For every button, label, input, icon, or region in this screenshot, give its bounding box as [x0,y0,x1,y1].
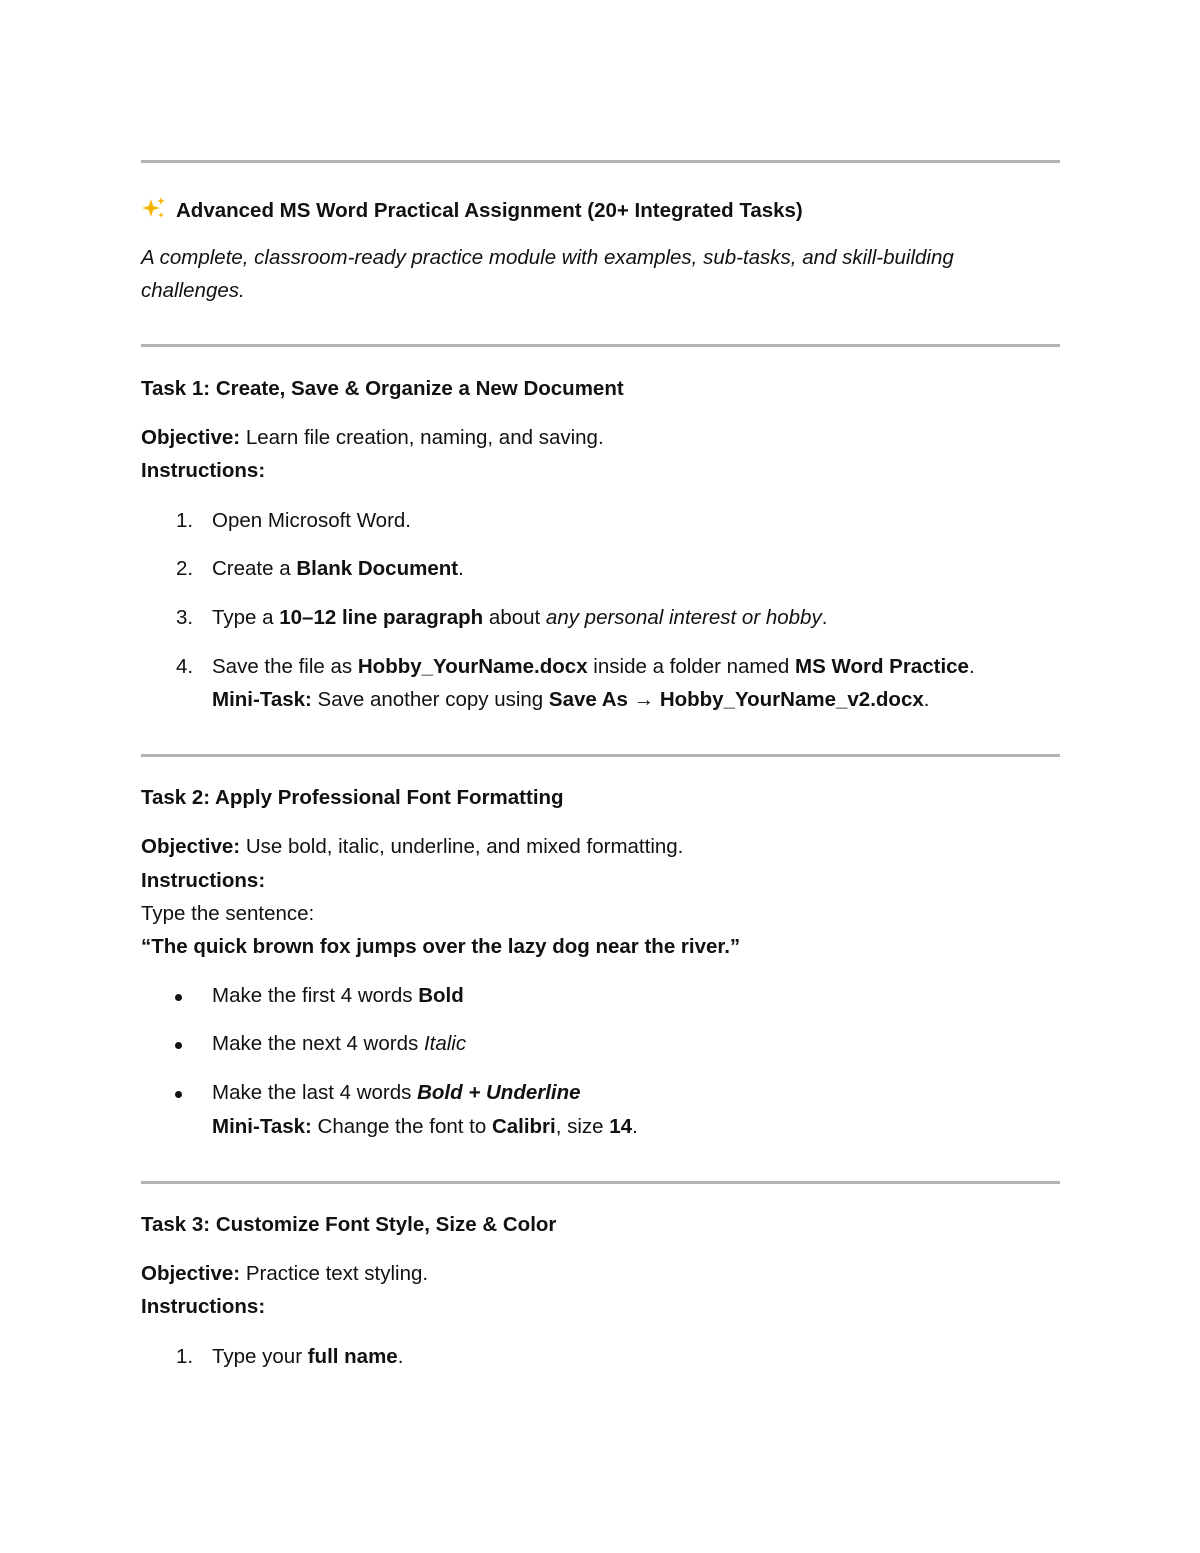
text-run: . [397,1345,404,1368]
text-run: . [632,1115,638,1138]
text-run: Save the file as [212,655,358,678]
instructions-label: Instructions: [141,869,266,892]
task-3-instructions-label [141,1295,265,1319]
text-run-bold: full name [307,1345,398,1368]
text-run: about [483,606,546,629]
text-run-bold: 14 [609,1115,633,1138]
objective-label: Objective: [141,835,241,858]
task-2-bullet-3 [212,1081,581,1105]
horizontal-rule [141,344,1060,347]
sparkles-icon [141,196,167,222]
text-run: Make the first 4 words [212,984,419,1007]
text-run: Make the last 4 words [212,1081,418,1104]
task-1-step-4 [212,655,975,679]
horizontal-rule [141,160,1060,163]
document-title [141,196,803,223]
horizontal-rule [141,754,1060,757]
text-run: Create a [212,557,297,580]
text-run-bold-italic: Bold + Underline [417,1081,581,1104]
instructions-label: Instructions: [141,1295,266,1318]
text-run-italic: Italic [423,1032,467,1055]
horizontal-rule [141,1181,1060,1184]
task-2-bullet-1 [212,984,464,1008]
text-run: . [821,606,828,629]
task-2-instructions-label [141,869,265,893]
mini-task-label: Mini-Task: [212,1115,312,1138]
text-run: Make the next 4 words [212,1032,424,1055]
task-1-objective [141,426,604,450]
text-run: Change the font to [311,1115,492,1138]
task-2-mini-task [212,1115,638,1139]
document-subtitle: A complete, classroom-ready practice module with examples, sub-tasks, and skill-building challenges. [141,246,954,302]
task-1-mini-task [212,688,929,712]
list-number: 4. [176,655,194,678]
text-run: , size [555,1115,610,1138]
text-run: Type a [212,606,280,629]
text-run: . [968,655,975,678]
list-number: 2. [176,557,194,580]
task-2-type-line: Type the sentence: [141,902,315,925]
task-1-heading: Task 1: Create, Save & Organize a New Document [141,377,624,400]
task-3-objective [141,1262,428,1286]
objective-text: Learn file creation, naming, and saving. [240,426,604,449]
task-2-objective [141,835,683,859]
text-run-bold: Calibri [491,1115,556,1138]
task-1-step-2 [212,557,464,581]
text-run: . [923,688,930,711]
list-number: 1. [176,509,194,532]
bullet-icon [175,1042,182,1049]
text-run: Type your [212,1345,308,1368]
task-1-instructions-label [141,459,265,483]
text-run-bold: Blank Document [296,557,459,580]
task-2-bullet-2 [212,1032,466,1056]
task-2-sentence [141,935,740,959]
objective-text: Use bold, italic, underline, and mixed formatting. [240,835,684,858]
task-1-step-1: Open Microsoft Word. [212,509,411,532]
list-number: 3. [176,606,194,629]
instructions-label: Instructions: [141,459,266,482]
objective-label: Objective: [141,1262,241,1285]
text-run-bold: 10–12 line paragraph [279,606,484,629]
text-run: Save another copy using [311,688,549,711]
task-2-heading: Task 2: Apply Professional Font Formatting [141,786,564,809]
bullet-icon [175,1091,182,1098]
task-1-step-3 [212,606,827,630]
document-title-text: Advanced MS Word Practical Assignment (20+ Integrated Tasks) [176,199,803,222]
sample-sentence: “The quick brown fox jumps over the lazy dog near the river.” [141,935,741,958]
text-run-bold: Hobby_YourName.docx [357,655,588,678]
objective-label: Objective: [141,426,241,449]
text-run-bold: MS Word Practice [795,655,969,678]
text-run: inside a folder named [587,655,796,678]
objective-text: Practice text styling. [240,1262,429,1285]
mini-task-label: Mini-Task: [212,688,312,711]
text-run-bold: Save As → Hobby_YourName_v2.docx [548,688,924,711]
task-3-step-1 [212,1345,403,1369]
text-run: . [458,557,464,580]
text-run-italic: any personal interest or hobby [545,606,822,629]
list-number: 1. [176,1345,194,1368]
task-3-heading: Task 3: Customize Font Style, Size & Color [141,1213,557,1236]
bullet-icon [175,994,182,1001]
text-run-bold: Bold [418,984,464,1007]
